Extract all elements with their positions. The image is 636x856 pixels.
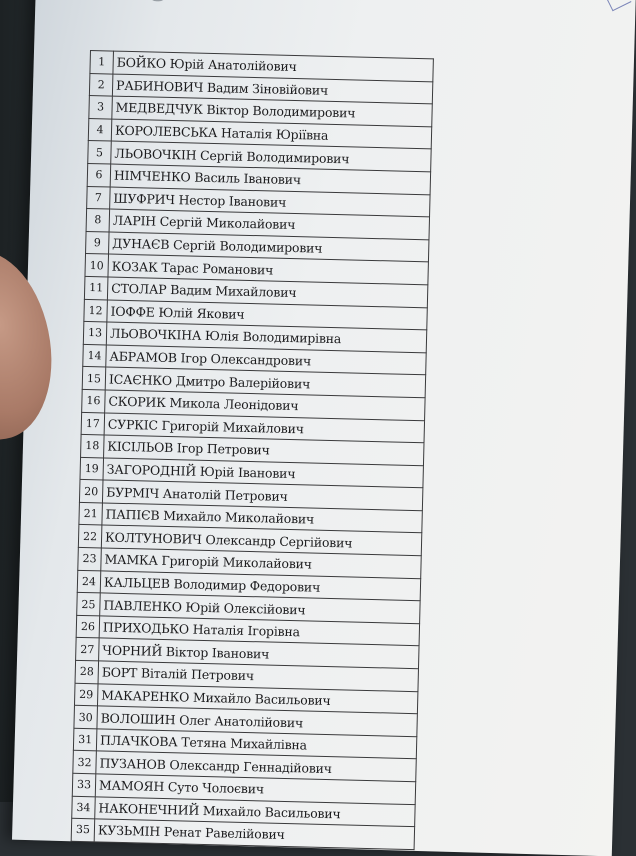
row-number: 28: [75, 660, 99, 683]
candidate-table-body: [71, 51, 433, 850]
deputy-name: ПАВЛЕНКО Юрій Олексійович: [100, 593, 420, 623]
deputy-name: ІСАЄНКО Дмитро Валерійович: [105, 367, 425, 397]
deputy-name: ШУФРИЧ Нестор Іванович: [110, 187, 430, 217]
row-number: 17: [81, 412, 105, 435]
row-number: 16: [82, 389, 106, 412]
row-number: 1: [90, 51, 114, 74]
row-number: 31: [73, 728, 97, 751]
row-number: 13: [83, 322, 107, 345]
row-number: 25: [77, 593, 101, 616]
row-number: 29: [74, 683, 98, 706]
candidate-table: [71, 50, 434, 850]
deputy-name: КОРОЛЕВСЬКА Наталія Юріївна: [111, 119, 431, 149]
row-number: 15: [82, 367, 106, 390]
row-number: 20: [79, 480, 103, 503]
deputy-name: КУЗЬМІН Ренат Равелійович: [94, 819, 414, 849]
row-number: 19: [80, 457, 104, 480]
deputy-name: ЛАРІН Сергій Миколайович: [109, 209, 429, 239]
deputy-name: НІМЧЕНКО Василь Іванович: [110, 164, 430, 194]
deputy-name: ЛЬОВОЧКІН Сергій Володимирович: [111, 141, 431, 171]
deputy-name: МЕДВЕДЧУК Віктор Володимирович: [112, 96, 432, 126]
deputy-name: ЛЬОВОЧКІНА Юлія Володимирівна: [106, 322, 426, 352]
deputy-name: МАМОЯН Суто Чолоєвич: [95, 774, 415, 804]
row-number: 3: [89, 96, 113, 119]
deputy-name: ЗАГОРОДНІЙ Юрій Іванович: [103, 458, 423, 488]
deputy-name: ПУЗАНОВ Олександр Геннадійович: [96, 751, 416, 781]
row-number: 35: [71, 818, 95, 841]
row-number: 11: [84, 276, 108, 299]
deputy-name: БОЙКО Юрій Анатолійович: [113, 51, 433, 81]
deputy-name: КОЛТУНОВИЧ Олександр Сергійович: [101, 525, 421, 555]
deputy-name: ПАПІЄВ Михайло Миколайович: [102, 503, 422, 533]
row-number: 21: [79, 502, 103, 525]
row-number: 34: [72, 796, 96, 819]
row-number: 12: [84, 299, 108, 322]
pen-mark-icon: [607, 0, 632, 11]
deputy-name: ПЛАЧКОВА Тетяна Михайлівна: [96, 729, 416, 759]
deputy-name: ІОФФЕ Юлій Якович: [107, 300, 427, 330]
deputy-name: ЧОРНИЙ Віктор Іванович: [99, 638, 419, 668]
row-number: 22: [78, 525, 102, 548]
deputy-name: МАКАРЕНКО Михайло Васильович: [97, 684, 417, 714]
deputy-name: МАМКА Григорій Миколайович: [101, 548, 421, 578]
row-number: 26: [76, 615, 100, 638]
row-number: 32: [73, 751, 97, 774]
deputy-name: ВОЛОШИН Олег Анатолійович: [97, 706, 417, 736]
row-number: 5: [88, 141, 112, 164]
row-number: 8: [86, 209, 110, 232]
row-number: 18: [81, 434, 105, 457]
deputy-name: НАКОНЕЧНИЙ Михайло Васильович: [95, 796, 415, 826]
row-number: 10: [85, 254, 109, 277]
deputy-name: АБРАМОВ Ігор Олександрович: [106, 345, 426, 375]
deputy-name: СТОЛАР Вадим Михайлович: [107, 277, 427, 307]
deputy-name: РАБИНОВИЧ Вадим Зіновійович: [112, 74, 432, 104]
paperclip-icon: [148, 0, 167, 2]
row-number: 30: [74, 706, 98, 729]
deputy-name: ПРИХОДЬКО Наталія Ігорівна: [99, 616, 419, 646]
deputy-name: КОЗАК Тарас Романович: [108, 254, 428, 284]
candidate-list: [71, 50, 434, 850]
deputy-name: СКОРИК Микола Леонідович: [105, 390, 425, 420]
row-number: 14: [83, 344, 107, 367]
deputy-name: КАЛЬЦЕВ Володимир Федорович: [100, 571, 420, 601]
deputy-name: БОРТ Віталій Петрович: [98, 661, 418, 691]
row-number: 7: [87, 186, 111, 209]
row-number: 23: [78, 547, 102, 570]
row-number: 4: [88, 118, 112, 141]
deputy-name: ДУНАЄВ Сергій Володимирович: [109, 232, 429, 262]
row-number: 24: [77, 570, 101, 593]
row-number: 27: [76, 638, 100, 661]
row-number: 6: [87, 163, 111, 186]
deputy-name: КІСІЛЬОВ Ігор Петрович: [104, 435, 424, 465]
deputy-name: СУРКІС Григорій Михайлович: [104, 412, 424, 442]
row-number: 9: [86, 231, 110, 254]
row-number: 2: [89, 73, 113, 96]
deputy-name: БУРМІЧ Анатолій Петрович: [102, 480, 422, 510]
row-number: 33: [72, 773, 96, 796]
